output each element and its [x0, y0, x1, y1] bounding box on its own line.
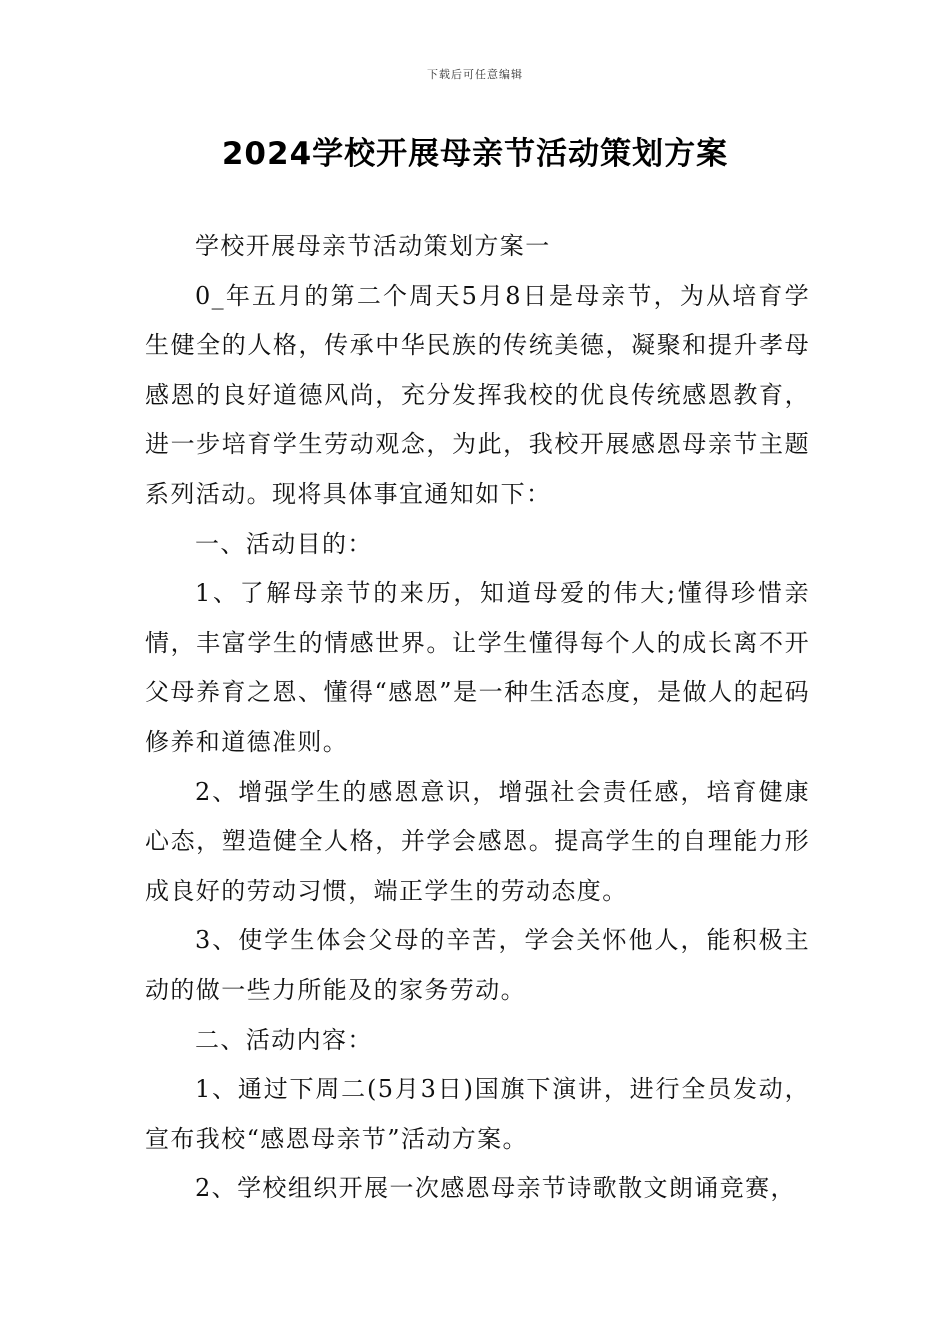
goal-item-3: 3、使学生体会父母的辛苦，学会关怀他人，能积极主动的做一些力所能及的家务劳动。 [145, 926, 810, 1004]
content-item-1: 1、通过下周二(5月3日)国旗下演讲，进行全员发动，宣布我校“感恩母亲节”活动方案。 [145, 1075, 810, 1153]
document-title: 2024学校开展母亲节活动策划方案 [221, 136, 729, 172]
content-item-2: 2、学校组织开展一次感恩母亲节诗歌散文朗诵竞赛， [195, 1174, 796, 1203]
document-body [145, 222, 810, 1214]
goal-item-2: 2、增强学生的感恩意识，增强社会责任感，培育健康心态，塑造健全人格，并学会感恩。提高学生的自理能力形成良好的劳动习惯，端正学生的劳动态度。 [145, 777, 810, 905]
goal-item-1: 1、了解母亲节的来历，知道母爱的伟大;懂得珍惜亲情，丰富学生的情感世界。让学生懂得每个人的成长离不开父母养育之恩、懂得“感恩”是一种生活态度，是做人的起码修养和道德准则。 [145, 579, 810, 756]
header-note: 下载后可任意编辑 [427, 68, 523, 81]
intro-paragraph: 0_年五月的第二个周天5月8日是母亲节，为从培育学生健全的人格，传承中华民族的传统美德，凝聚和提升孝母感恩的良好道德风尚，充分发挥我校的优良传统感恩教育，进一步培育学生劳动观念，为此，我校开展感恩母亲节主题系列活动。现将具体事宜通知如下： [145, 281, 810, 508]
section-heading-goals: 一、活动目的： [195, 529, 373, 558]
section-heading-content: 二、活动内容： [195, 1025, 373, 1054]
subtitle-paragraph: 学校开展母亲节活动策划方案一 [195, 232, 551, 260]
